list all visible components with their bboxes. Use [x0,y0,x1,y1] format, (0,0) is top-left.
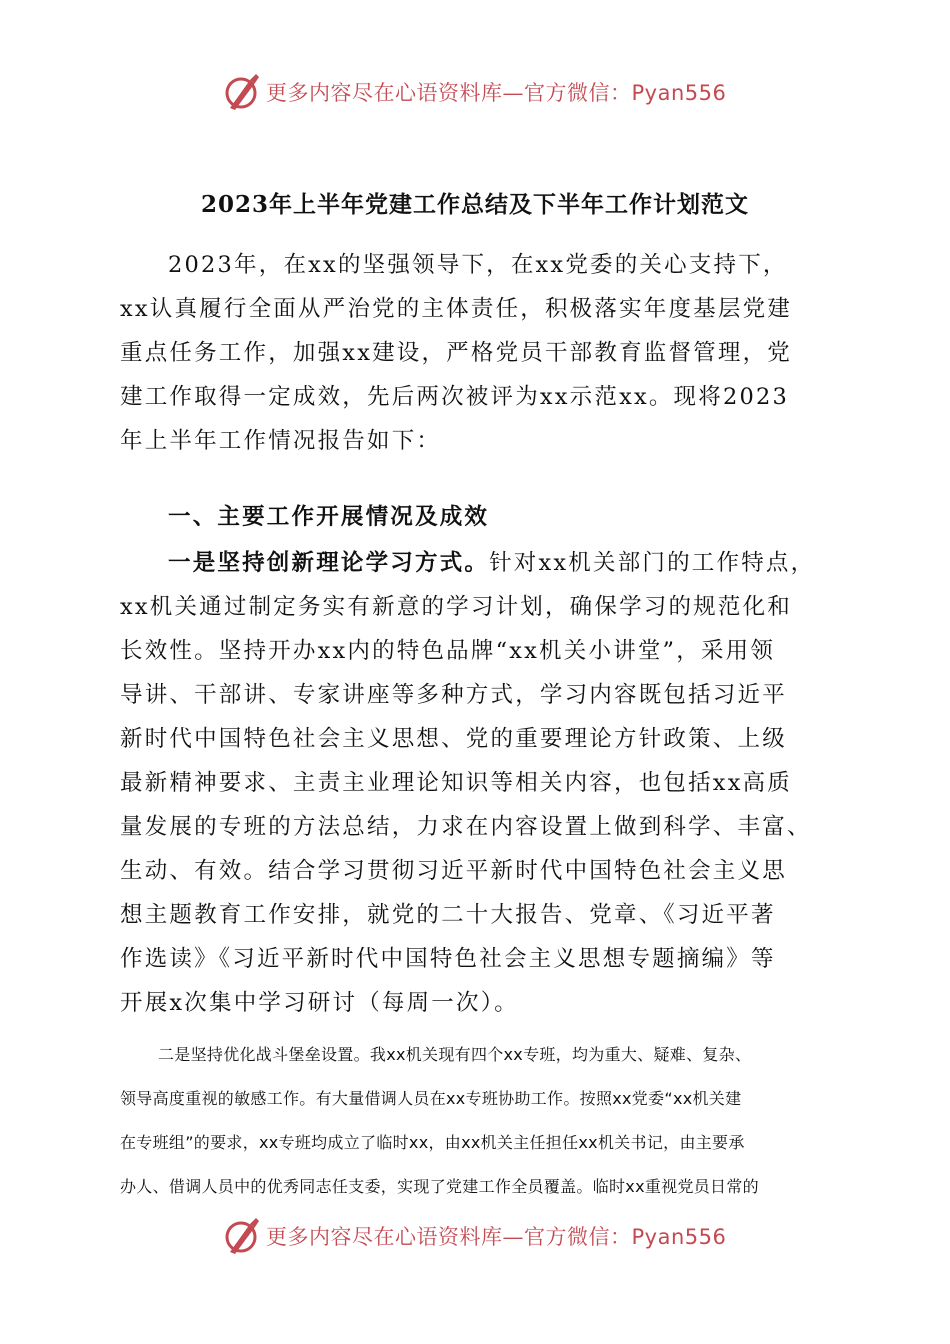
point2-line: 在专班组”的要求，xx专班均成立了临时xx，由xx机关主任担任xx机关书记，由主要承 [120,1133,745,1152]
point2-line: 二是坚持优化战斗堡垒设置。我xx机关现有四个xx专班，均为重大、疑难、复杂、 [158,1045,752,1064]
point1-line: 最新精神要求、主责主业理论知识等相关内容，也包括xx高质 [120,770,792,796]
header-banner [222,70,726,114]
point1-lead: 一是坚持创新理论学习方式。 [168,550,490,576]
point1-line: 导讲、干部讲、专家讲座等多种方式，学习内容既包括习近平 [120,682,787,708]
point1-line: 新时代中国特色社会主义思想、党的重要理论方针政策、上级 [120,726,787,752]
intro-line: 2023年，在xx的坚强领导下，在xx党委的关心支持下， [168,252,788,278]
pen-logo-icon [222,72,262,112]
point1-line: 想主题教育工作安排，就党的二十大报告、党章、《习近平著 [120,902,776,928]
point1-first-line [168,545,815,577]
banner-text: 更多内容尽在心语资料库—官方微信：Pyan556 [266,1225,727,1249]
footer-banner [222,1214,726,1258]
intro-line: 建工作取得一定成效，先后两次被评为xx示范xx。现将2023 [120,384,790,410]
section-heading: 一、主要工作开展情况及成效 [168,504,490,530]
banner-wechat-id: Pyan556 [631,1225,727,1249]
point1-line: 生动、有效。结合学习贯彻习近平新时代中国特色社会主义思 [120,858,787,884]
point1-first-rest: 针对xx机关部门的工作特点， [489,550,816,576]
banner-text: 更多内容尽在心语资料库—官方微信：Pyan556 [266,81,727,105]
intro-line: 重点任务工作，加强xx建设，严格党员干部教育监督管理，党 [120,340,792,366]
point2-line: 领导高度重视的敏感工作。有大量借调人员在xx专班协助工作。按照xx党委“xx机关建 [120,1089,742,1108]
pen-logo-icon [222,1216,262,1256]
point1-line: 量发展的专班的方法总结，力求在内容设置上做到科学、丰富、 [120,814,812,840]
intro-line: xx认真履行全面从严治党的主体责任，积极落实年度基层党建 [120,296,792,322]
point2-line: 办人、借调人员中的优秀同志任支委，实现了党建工作全员覆盖。临时xx重视党员日常的 [120,1177,759,1196]
point1-line: 作选读》《习近平新时代中国特色社会主义思想专题摘编》等 [120,946,776,972]
intro-line: 年上半年工作情况报告如下： [120,428,442,454]
point1-line: 长效性。坚持开办xx内的特色品牌“xx机关小讲堂”，采用领 [120,638,776,664]
document-title: 2023年上半年党建工作总结及下半年工作计划范文 [200,191,749,218]
banner-wechat-id: Pyan556 [631,81,727,105]
point1-line: xx机关通过制定务实有新意的学习计划，确保学习的规范化和 [120,594,792,620]
point1-line: 开展x次集中学习研讨（每周一次）。 [120,990,519,1016]
